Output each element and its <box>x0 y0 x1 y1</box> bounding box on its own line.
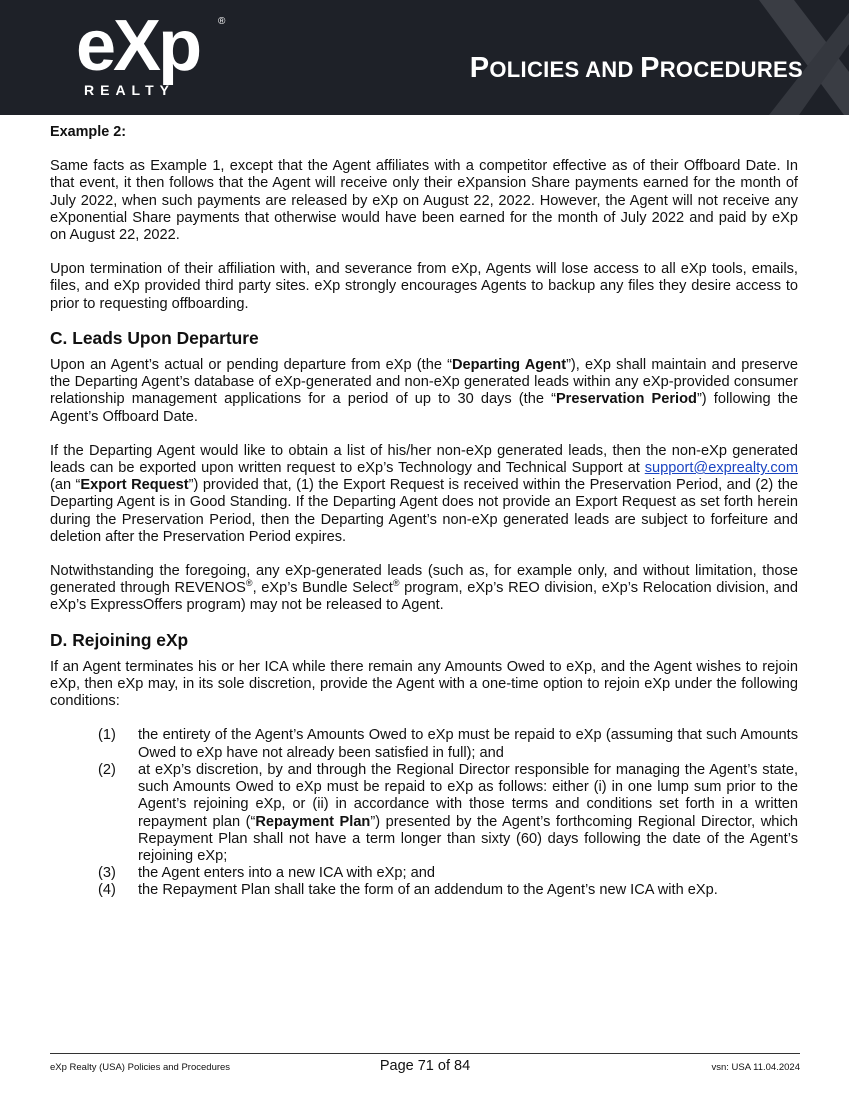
section-c-heading: C. Leads Upon Departure <box>50 327 259 348</box>
footer-divider <box>50 1053 800 1054</box>
section-c-paragraph-1: Upon an Agent’s actual or pending departure from eXp (the “Departing Agent”), eXp shall maintain and preserve the Departing Agent’s database of eXp-generated and non-eXp generated leads within any eXp-provided consumer relationship management applications for a period of up to 30 days (the “Preservation Period”) following the Agent’s Offboard Date. <box>50 357 799 425</box>
section-d-heading: D. Rejoining eXp <box>50 629 189 650</box>
page-header <box>0 0 849 115</box>
termination-paragraph: Upon termination of their affiliation with, and severance from eXp, Agents will lose access to all eXp tools, emails, files, and eXp provided third party sites. eXp strongly encourages Agents to backup any files they desire access to prior to requesting offboarding. <box>50 261 798 312</box>
exp-realty-logo <box>72 12 232 102</box>
support-email-link[interactable]: support@exprealty.com <box>644 460 798 477</box>
example-2-paragraph: Same facts as Example 1, except that the Agent affiliates with a competitor effective as of their Offboard Date. In that event, it then follows that the Agent will receive only their eXpansion Share payments earned for the month of July 2022, when such payments are released by eXp on August 22, 2022. However, the Agent will not receive any eXponential Share payments that otherwise would have been earned for the month of July 2022 and paid by eXp on August 22, 2022. <box>50 158 798 244</box>
logo-subtext: REALTY <box>84 82 175 98</box>
list-item: (4) the Repayment Plan shall take the form of an addendum to the Agent’s new ICA with eXp. <box>98 882 718 899</box>
list-item: (1) the entirety of the Agent’s Amounts Owed to eXp must be repaid to eXp (assuming that such Amounts Owed to eXp have not already been satisfied in full); and <box>98 727 798 761</box>
footer-doc-title: eXp Realty (USA) Policies and Procedures <box>50 1062 231 1073</box>
page-content <box>50 120 798 900</box>
page-number: Page 71 of 84 <box>379 1058 471 1074</box>
section-c-paragraph-2: If the Departing Agent would like to obtain a list of his/her non-eXp generated leads, then the non-eXp generated leads can be exported upon written request to eXp’s Technology and Technical Support at support@exprealty.com (an “Export Request”) provided that, (1) the Export Request is received within the Preservation Period, and (2) the Departing Agent is in Good Standing. If the Departing Agent does not provide an Export Request as set forth herein during the Preservation Period, then the Departing Agent’s non-eXp generated leads are subject to forfeiture and deletion after the Preservation Period expires. <box>50 442 798 545</box>
logo-text: eXp <box>76 12 200 86</box>
rejoin-conditions-list <box>50 727 798 899</box>
example-2-heading: Example 2: <box>50 124 126 140</box>
logo-registered-mark: ® <box>218 16 226 27</box>
footer-version: vsn: USA 11.04.2024 <box>711 1062 800 1073</box>
section-c-paragraph-3: Notwithstanding the foregoing, any eXp-generated leads (such as, for example only, and without limitation, those generated through REVENOS®, eXp’s Bundle Select® program, eXp’s REO division, eXp’s Relocation division, and eXp’s ExpressOffers program) may not be released to Agent. <box>50 563 799 614</box>
page-footer <box>50 1058 800 1078</box>
section-d-intro: If an Agent terminates his or her ICA while there remain any Amounts Owed to eXp, and the Agent wishes to rejoin eXp, then eXp may, in its sole discretion, provide the Agent with a one-time option to rejoin eXp under the following conditions: <box>50 658 798 710</box>
header-title: POLICIES AND PROCEDURES <box>469 52 803 84</box>
list-item: (2) at eXp’s discretion, by and through the Regional Director responsible for managing the Agent’s state, such Amounts Owed to eXp must be repaid to eXp as follows: either (i) in one lump sum prior to the Agent’s rejoining eXp, or (ii) in accordance with those terms and conditions set forth in a written repayment plan (“Repayment Plan”) presented by the Agent’s forthcoming Regional Director, which Repayment Plan shall not have a term longer than sixty (60) days following the date of the Agent’s rejoining eXp; <box>98 761 799 864</box>
list-item: (3) the Agent enters into a new ICA with eXp; and <box>98 865 435 882</box>
